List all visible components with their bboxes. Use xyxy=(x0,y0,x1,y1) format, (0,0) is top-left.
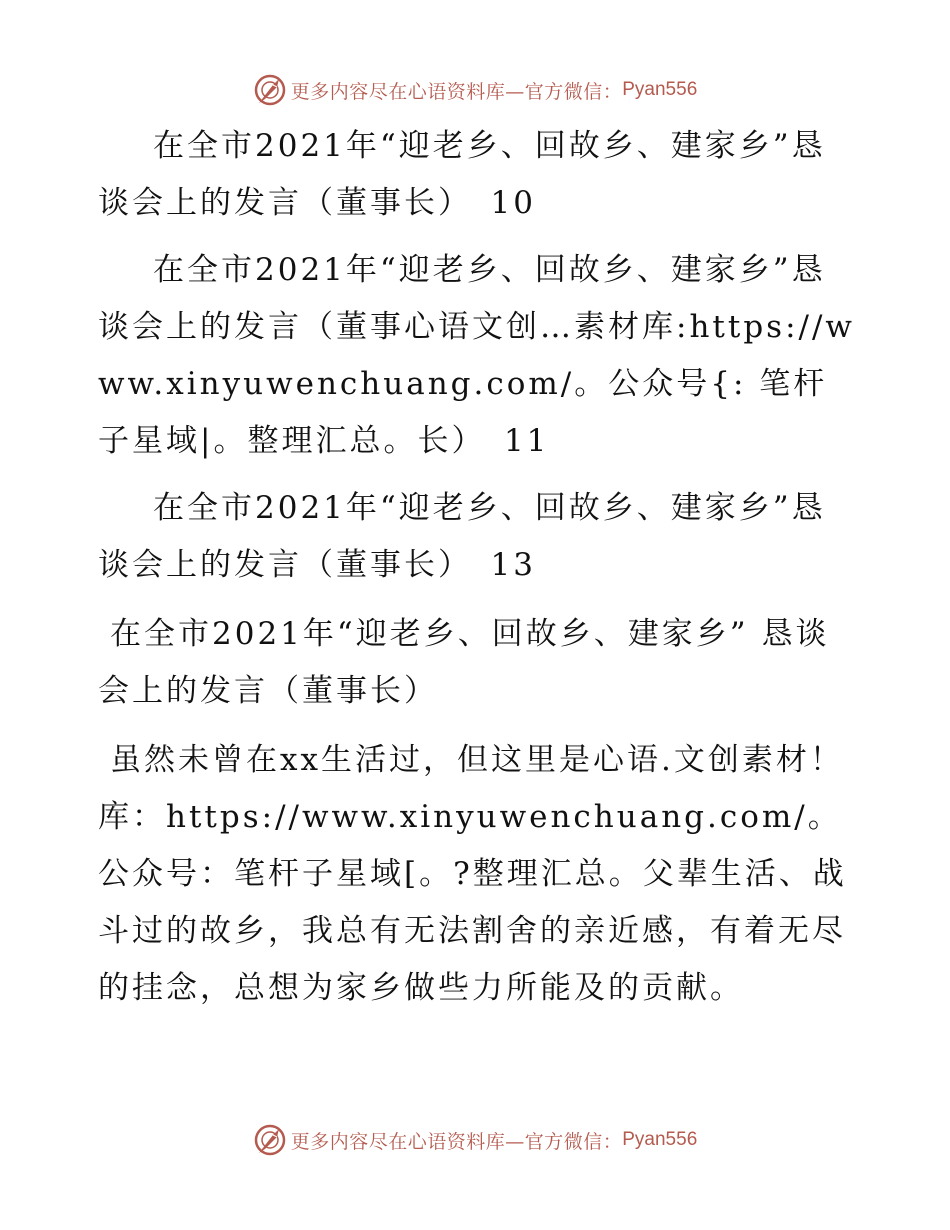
footer-watermark xyxy=(0,1120,950,1160)
document-body xyxy=(98,118,858,1027)
header-watermark xyxy=(0,70,950,110)
toc-entry: 在全市2021年“迎老乡、回故乡、建家乡”恳谈会上的发言（董事长） 10 xyxy=(98,128,826,221)
quill-pen-logo-icon xyxy=(253,1123,287,1157)
toc-entry: 在全市2021年“迎老乡、回故乡、建家乡”恳谈会上的发言（董事心语文创…素材库:https://www.xinyuwenchuang.com/。公众号{: 笔杆子星域|。整理汇总。长） 11 xyxy=(98,252,855,459)
body-paragraph: 虽然未曾在xx生活过，但这里是心语.文创素材！库：https://www.xinyuwenchuang.com/。公众号：笔杆子星域[。?整理汇总。父辈生活、战斗过的故乡，我总有无法割舍的亲近感，有着无尽的挂念，总想为家乡做些力所能及的贡献。 xyxy=(98,742,847,1006)
watermark-wechat-id: Pyan556 xyxy=(622,1129,698,1150)
toc-entry: 在全市2021年“迎老乡、回故乡、建家乡”恳谈会上的发言（董事长） 13 xyxy=(98,490,826,583)
quill-pen-logo-icon xyxy=(253,73,287,107)
speech-title: 在全市2021年“迎老乡、回故乡、建家乡” 恳谈会上的发言（董事长） xyxy=(98,616,830,709)
watermark-text: 更多内容尽在心语资料库—官方微信： xyxy=(290,80,623,103)
watermark-text: 更多内容尽在心语资料库—官方微信： xyxy=(290,1130,623,1153)
watermark-wechat-id: Pyan556 xyxy=(622,79,698,100)
